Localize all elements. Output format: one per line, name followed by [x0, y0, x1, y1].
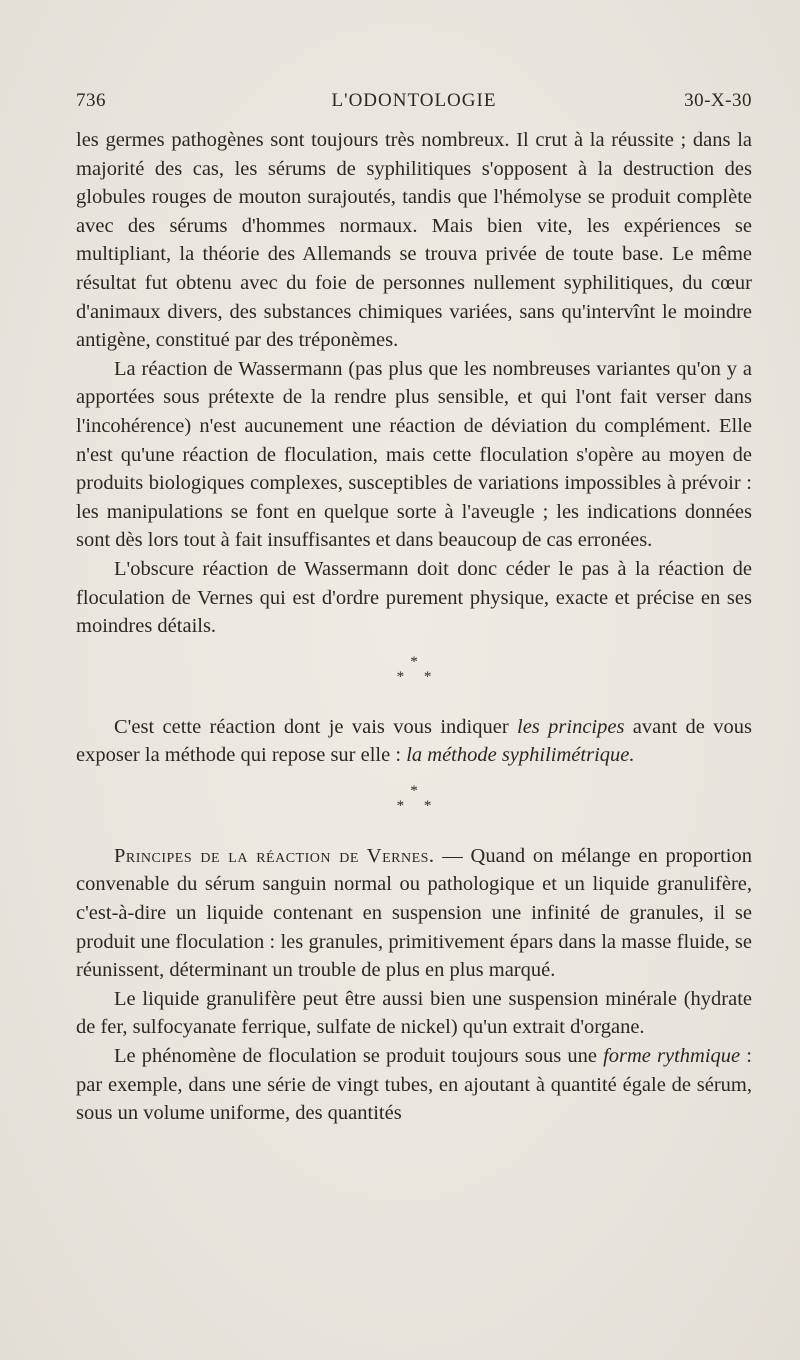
running-head: [76, 90, 752, 116]
paragraph-granuliferous-liquid: Le liquide granulifère peut être aussi bien une suspension minérale (hydrate de fer, sulfocyanate ferrique, sulfate de nickel) qu'un extrait d'organe.: [76, 987, 752, 1039]
paragraph-rhythmic-form: [76, 1042, 752, 1128]
page-number: 736: [76, 90, 106, 111]
paragraph-principles-intro: [76, 713, 752, 770]
asterism-top: *: [410, 782, 418, 799]
page-body: [76, 126, 752, 1128]
asterism-divider-1: [76, 649, 752, 693]
paragraph-continued: les germes pathogènes sont toujours très nombreux. Il crut à la réussite ; dans la majorité des cas, les sérums de syphilitiques s'opposent à la destruction des globules rouges de mouton surajoutés, tandis que l'hémolyse se produit complète avec des sérums d'hommes normaux. Mais bien vite, les expériences se multipliant, la théorie des Allemands se trouva privée de toute base. Le même résultat fut obtenu avec du foie de personnes nullement syphilitiques, du cœur d'animaux divers, des substances chimiques variées, sans qu'intervînt le moindre antigène, constitué par des tréponèmes.: [76, 129, 752, 352]
asterism-bottom: * *: [396, 668, 440, 685]
asterism-top: *: [410, 653, 418, 670]
asterism-divider-2: [76, 778, 752, 822]
text-run: C'est cette réaction dont je vais vous indiquer: [114, 715, 518, 738]
italic-run: les principes: [517, 715, 625, 738]
paragraph-obscure-reaction: L'obscure réaction de Wassermann doit donc céder le pas à la réaction de floculation de Vernes qui est d'ordre purement physique, exacte et précise en ses moindres détails.: [76, 557, 752, 638]
italic-run: forme rythmique: [603, 1045, 741, 1068]
journal-title: L'ODONTOLOGIE: [331, 90, 497, 111]
italic-run: la méthode syphilimétrique.: [406, 744, 635, 767]
text-run: avant de vous exposer la méthode qui repose sur elle :: [76, 715, 752, 767]
text-run: : par exemple, dans une série de vingt tubes, en ajoutant à quantité égale de sérum, sous un volume uniforme, des quantités: [76, 1045, 752, 1125]
section-heading: Principes de la réaction de Vernes.: [114, 844, 435, 867]
text-run: Le phénomène de floculation se produit toujours sous une: [114, 1045, 604, 1068]
paragraph-wassermann: La réaction de Wassermann (pas plus que les nombreuses variantes qu'on y a apportées sous prétexte de la rendre plus sensible, et qui l'ont fait verser dans l'incohérence) n'est aucunement une réaction de déviation du complément. Elle n'est qu'une réaction de floculation, mais cette floculation s'opère au moyen de produits biologiques complexes, susceptibles de variations impossibles à prévoir : les manipulations se font en quelque sorte à l'aveugle ; les indications données sont dès lors tout à fait insuffisantes et dans beaucoup de cas erronées.: [76, 357, 752, 552]
issue-date: 30-X-30: [684, 90, 752, 111]
asterism-bottom: * *: [396, 797, 440, 814]
text-run: — Quand on mélange en proportion convenable du sérum sanguin normal ou pathologique et un liquide granulifère, c'est-à-dire un liquide contenant en suspension une infinité de granules, il se produit une floculation : les granules, primitivement épars dans la masse fluide, se réunissent, déterminant un trouble de plus en plus marqué.: [76, 844, 752, 982]
paragraph-principles-section: [76, 842, 752, 985]
